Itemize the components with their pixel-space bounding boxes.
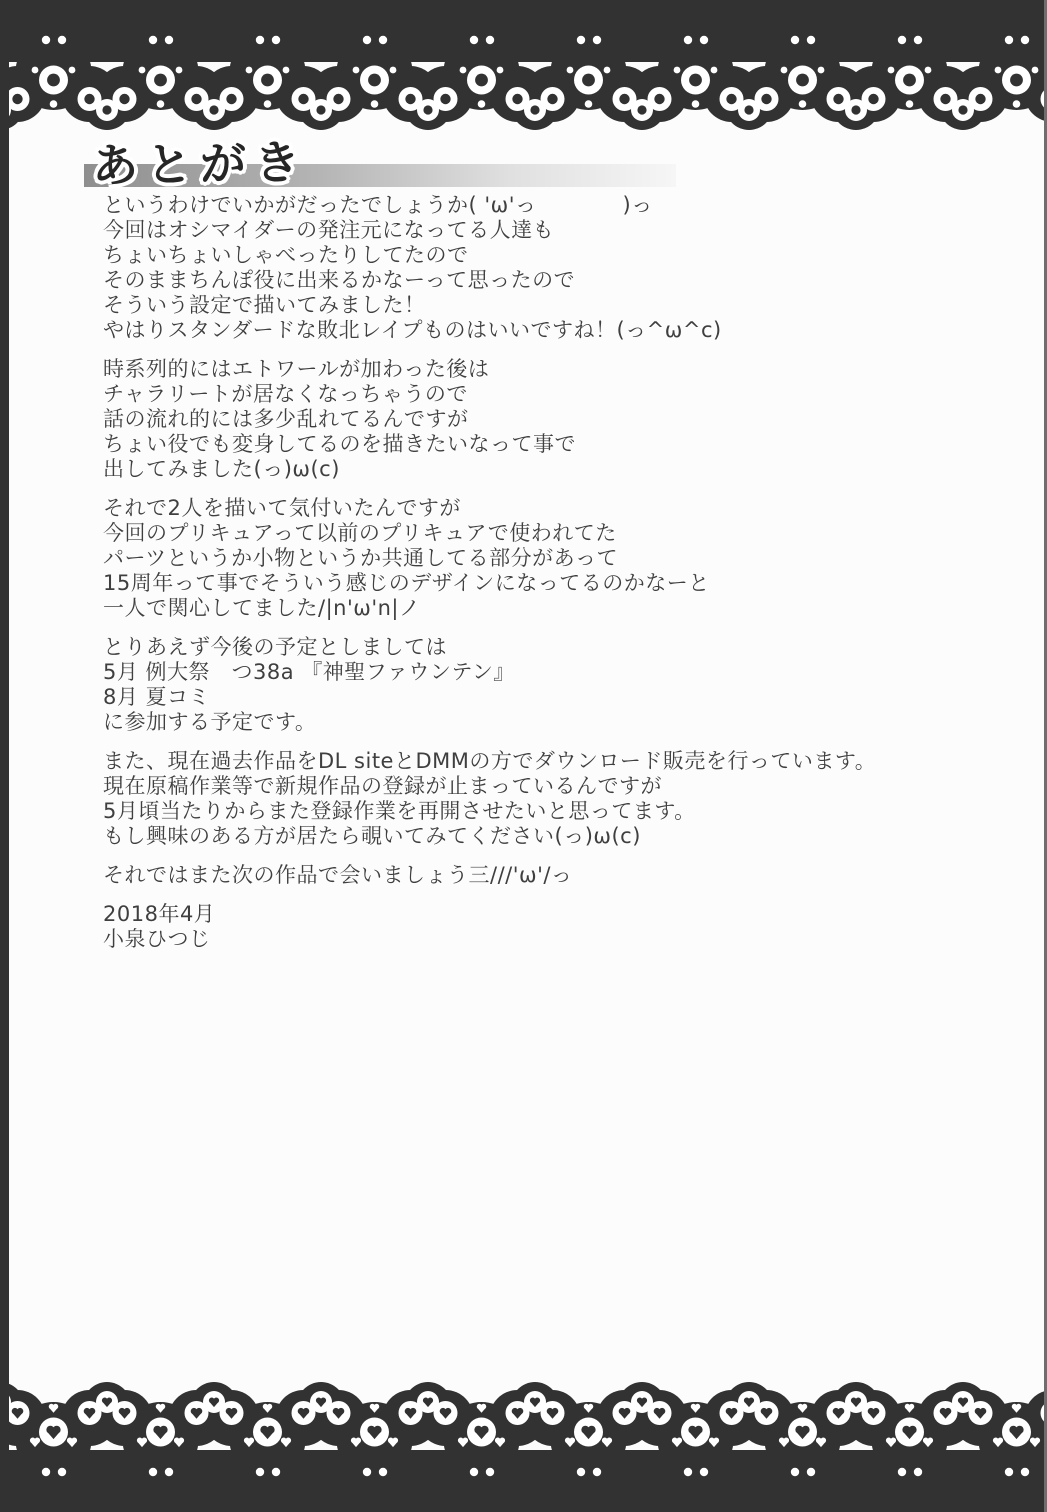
text-line: に参加する予定です。 bbox=[103, 710, 317, 734]
text-line: そのままちんぽ役に出来るかなーって思ったので bbox=[103, 268, 576, 292]
paragraph bbox=[103, 635, 973, 735]
lace-border-top bbox=[0, 0, 1047, 150]
text-line: というわけでいかがだったでしょうか( 'ω'っ )っ bbox=[103, 193, 653, 217]
text-line: 出してみました(っ)ω(c) bbox=[103, 457, 340, 481]
text-line: 時系列的にはエトワールが加わった後は bbox=[103, 357, 490, 381]
afterword-body bbox=[103, 193, 973, 966]
text-line: 現在原稿作業等で新規作品の登録が止まっているんですが bbox=[103, 774, 662, 798]
afterword-paragraphs bbox=[103, 193, 973, 952]
text-line: 今回のプリキュアって以前のプリキュアで使われてた bbox=[103, 521, 617, 545]
text-line: 今回はオシマイダーの発注元になってる人達も bbox=[103, 218, 555, 242]
text-line: また、現在過去作品をDL siteとDMMの方でダウンロード販売を行っています。 bbox=[103, 749, 877, 773]
text-line: それで2人を描いて気付いたんですが bbox=[103, 496, 461, 520]
lace-border-bottom bbox=[0, 1362, 1047, 1512]
text-line: 5月 例大祭 つ38a 『神聖ファウンテン』 bbox=[103, 660, 515, 684]
text-line: 15周年って事でそういう感じのデザインになってるのかなーと bbox=[103, 571, 710, 595]
paragraph bbox=[103, 902, 973, 952]
paragraph bbox=[103, 863, 973, 888]
text-line: パーツというか小物というか共通してる部分があって bbox=[103, 546, 618, 570]
text-line: 2018年4月 bbox=[103, 902, 216, 926]
paragraph bbox=[103, 749, 973, 849]
text-line: チャラリートが居なくなっちゃうので bbox=[103, 382, 468, 406]
text-line: そういう設定で描いてみました！ bbox=[103, 293, 426, 317]
paragraph bbox=[103, 193, 973, 343]
text-line: もし興味のある方が居たら覗いてみてください(っ)ω(c) bbox=[103, 824, 641, 848]
text-line: とりあえず今後の予定としましては bbox=[103, 635, 447, 659]
text-line: それではまた次の作品で会いましょう三///'ω'/っ bbox=[103, 863, 573, 887]
paragraph bbox=[103, 496, 973, 621]
page-edge-left bbox=[0, 0, 9, 1512]
text-line: ちょい役でも変身してるのを描きたいなって事で bbox=[103, 432, 576, 456]
text-line: 5月頃当たりからまた登録作業を再開させたいと思ってます。 bbox=[103, 799, 696, 823]
text-line: 一人で関心してました/|n'ω'n|ノ bbox=[103, 596, 421, 620]
page-title: あとがき bbox=[91, 135, 309, 193]
text-line: 8月 夏コミ bbox=[103, 685, 211, 709]
text-line: 話の流れ的には多少乱れてるんですが bbox=[103, 407, 469, 431]
text-line: 小泉ひつじ bbox=[103, 927, 211, 951]
text-line: ちょいちょいしゃべったりしてたので bbox=[103, 243, 469, 267]
paragraph bbox=[103, 357, 973, 482]
text-line: やはりスタンダードな敗北レイプものはいいですね！(っ^ω^c) bbox=[103, 318, 722, 342]
